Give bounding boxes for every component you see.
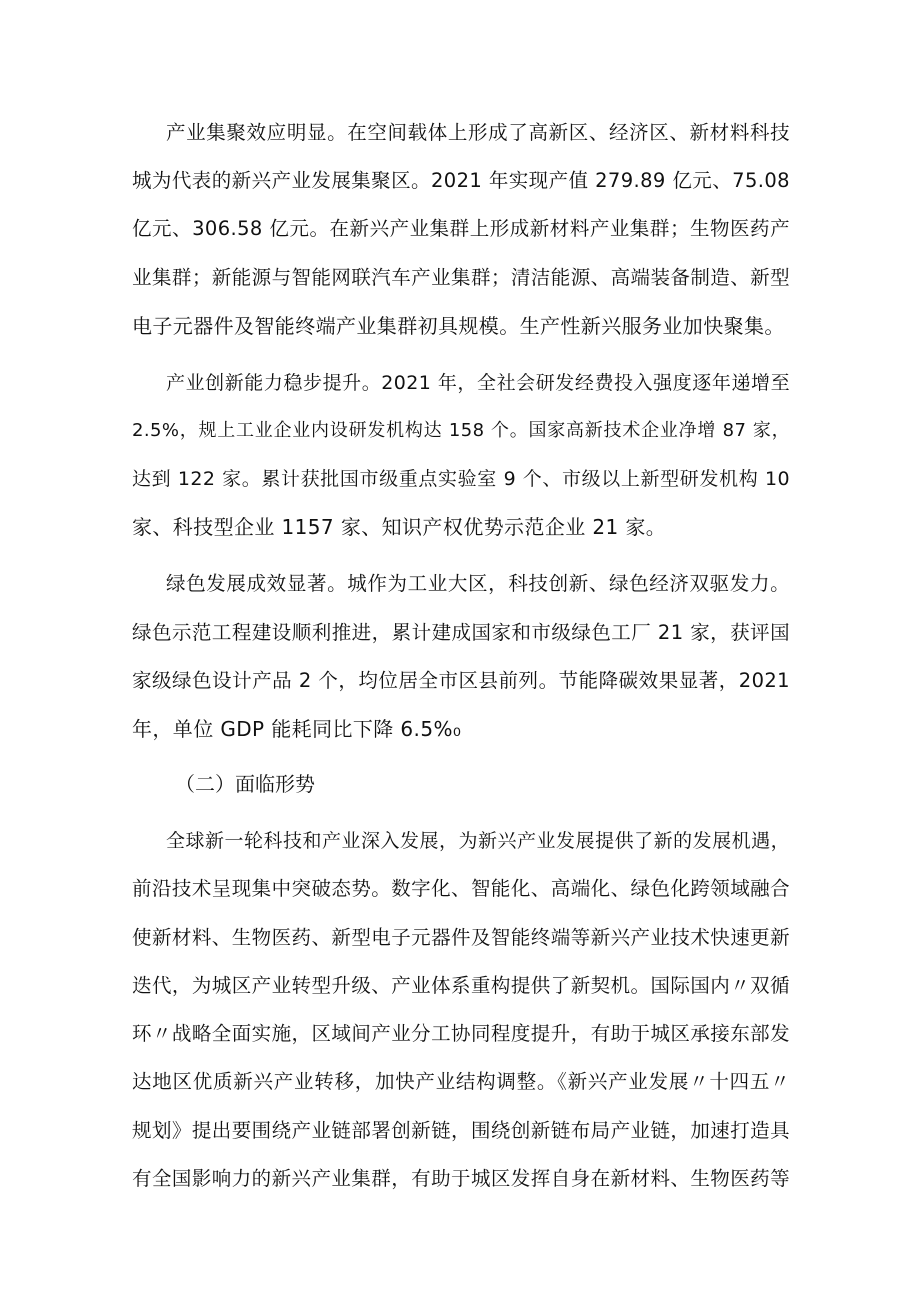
text-line: 亿元、306.58 亿元。在新兴产业集群上形成新材料产业集群；生物医药产 bbox=[132, 217, 790, 240]
text-line: 绿色示范工程建设顺利推进，累计建成国家和市级绿色工厂 21 家，获评国 bbox=[132, 621, 790, 644]
text-line: 家级绿色设计产品 2 个，均位居全市区县前列。节能降碳效果显著，2021 bbox=[132, 669, 790, 692]
text-line: 有全国影响力的新兴产业集群，有助于城区发挥自身在新材料、生物医药等 bbox=[132, 1167, 790, 1190]
text-line: 产业创新能力稳步提升。2021 年，全社会研发经费投入强度逐年递增至 bbox=[166, 372, 790, 394]
text-line: 环〃战略全面实施，区域间产业分工协同程度提升，有助于城区承接东部发 bbox=[132, 1022, 790, 1045]
text-line: 2.5%，规上工业企业内设研发机构达 158 个。国家高新技术企业净增 87 家， bbox=[132, 420, 790, 441]
text-line: 产业集聚效应明显。在空间载体上形成了高新区、经济区、新材料科技 bbox=[166, 121, 790, 144]
text-line: 迭代，为城区产业转型升级、产业体系重构提供了新契机。国际国内〃双循 bbox=[132, 974, 790, 997]
text-line: 使新材料、生物医药、新型电子元器件及智能终端等新兴产业技术快速更新 bbox=[132, 926, 790, 949]
text-line: 前沿技术呈现集中突破态势。数字化、智能化、高端化、绿色化跨领域融合 bbox=[132, 877, 790, 900]
text-line: 达到 122 家。累计获批国市级重点实验室 9 个、市级以上新型研发机构 10 bbox=[132, 468, 790, 490]
text-line: 达地区优质新兴产业转移，加快产业结构调整。《新兴产业发展〃十四五〃 bbox=[132, 1070, 790, 1093]
text-line: 家、科技型企业 1157 家、知识产权优势示范企业 21 家。 bbox=[132, 515, 667, 539]
text-line: 业集群；新能源与智能网联汽车产业集群；清洁能源、高端装备制造、新型 bbox=[132, 266, 790, 289]
text-line: 年，单位 GDP 能耗同比下降 6.5%₀ bbox=[132, 717, 462, 741]
text-line: 规划》提出要围绕产业链部署创新链，围绕创新链布局产业链，加速打造具 bbox=[132, 1119, 790, 1142]
text-line: 全球新一轮科技和产业深入发展，为新兴产业发展提供了新的发展机遇， bbox=[166, 830, 790, 852]
text-line: 城为代表的新兴产业发展集聚区。2021 年实现产值 279.89 亿元、75.08 bbox=[132, 169, 790, 192]
section-heading: （二）面临形势 bbox=[175, 772, 315, 796]
text-line: 绿色发展成效显著。城作为工业大区，科技创新、绿色经济双驱发力。 bbox=[166, 572, 790, 595]
text-line: 电子元器件及智能终端产业集群初具规模。生产性新兴服务业加快聚集。 bbox=[132, 314, 785, 338]
